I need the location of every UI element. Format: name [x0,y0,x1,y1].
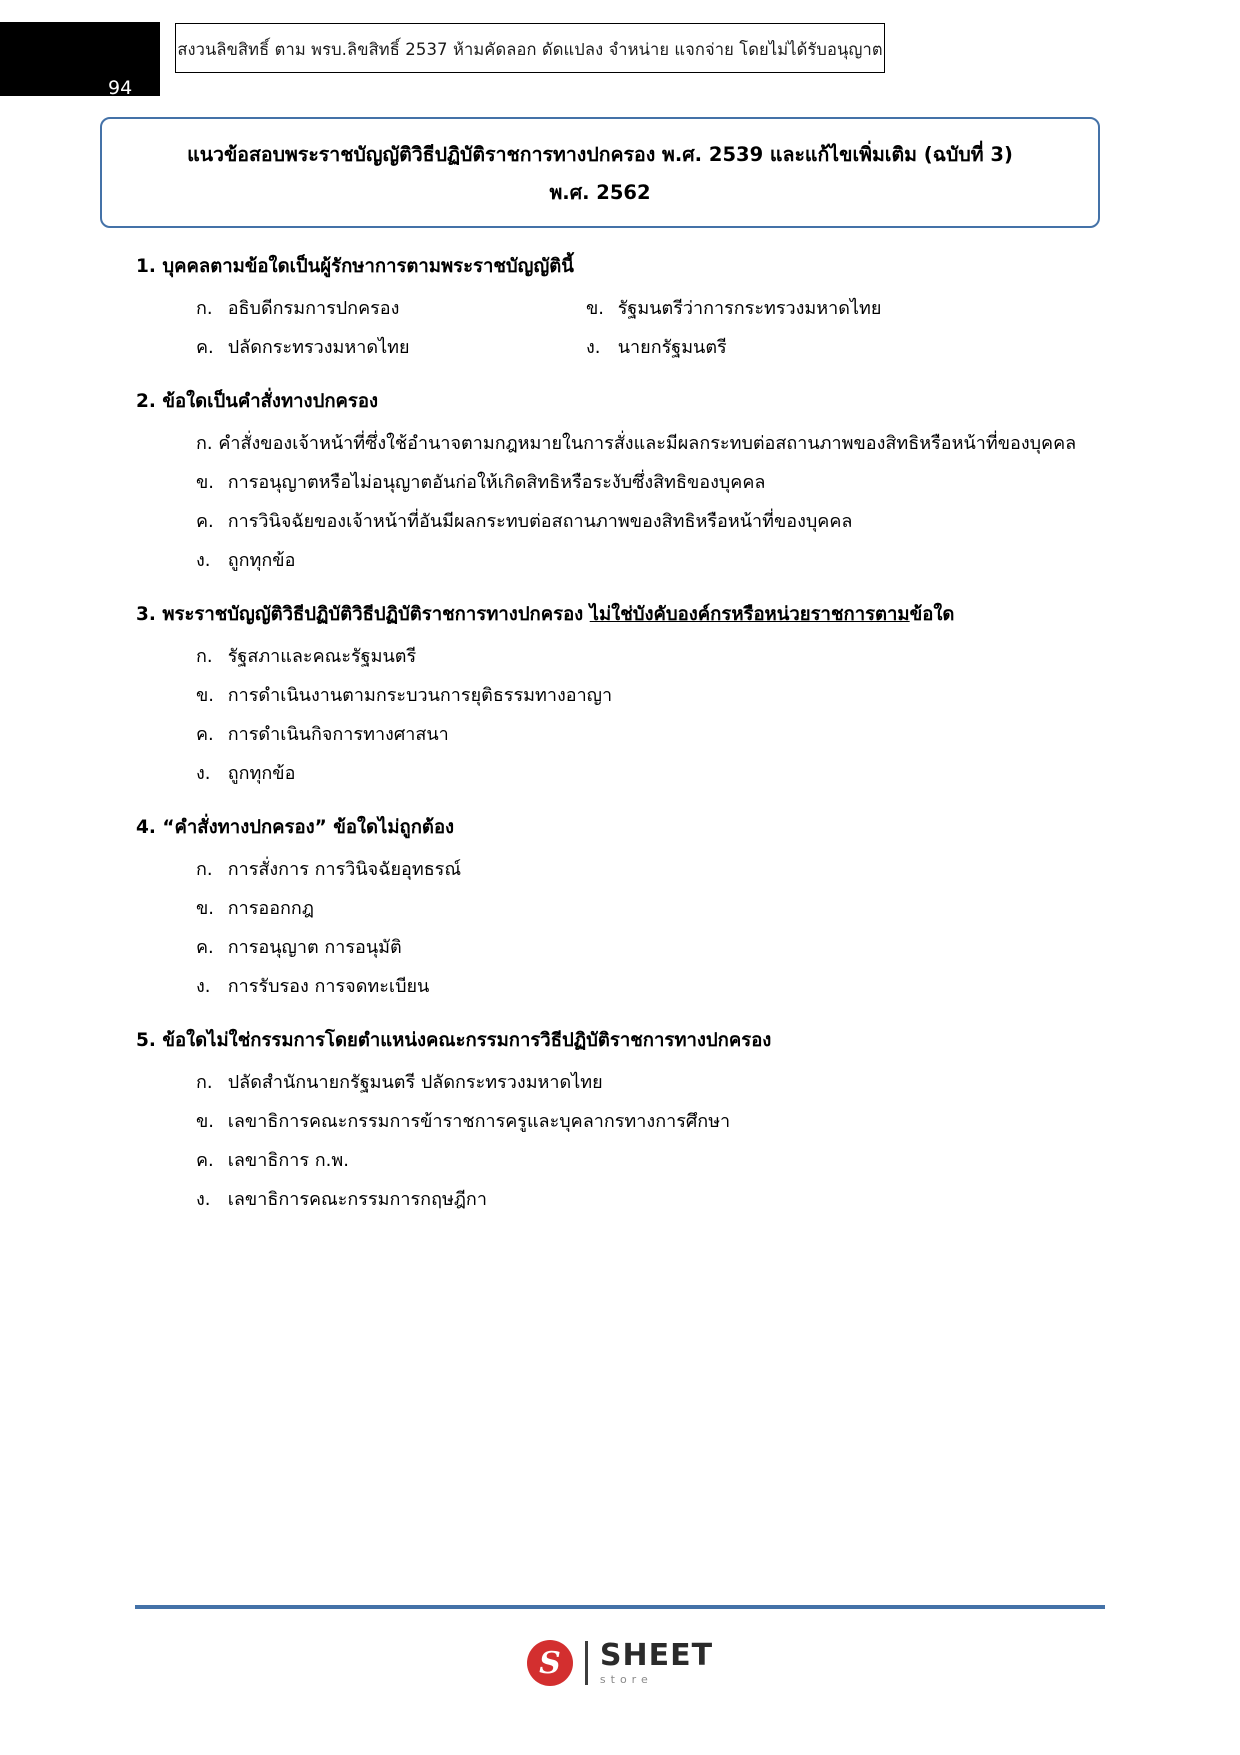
choice-text: การอนุญาตหรือไม่อนุญาตอันก่อให้เกิดสิทธิหรือระงับซึ่งสิทธิของบุคคล [227,472,766,493]
choice-label: ก. [196,298,213,319]
brand-subtitle: store [599,1672,653,1686]
choice-label: ก. [196,859,213,880]
brand-name: SHEET [599,1637,714,1673]
question-heading [0,811,1240,844]
choice-text: ถูกทุกข้อ [227,550,296,571]
question-block [0,598,1240,793]
choices-list [0,637,1240,793]
question-block [0,385,1240,580]
choice-option[interactable] [0,1102,1240,1141]
choice-text: การสั่งการ การวินิจฉัยอุทธรณ์ [227,859,462,880]
choice-label: ข. [196,898,215,919]
page-number: 94 [108,77,133,99]
choice-label: ข. [196,1111,215,1132]
choice-label: ค. [196,1150,214,1171]
questions-container [0,232,1240,1219]
choice-text: ปลัดสำนักนายกรัฐมนตรี ปลัดกระทรวงมหาดไทย [227,1072,603,1093]
choices-list [0,850,1240,1006]
footer-divider [135,1605,1105,1609]
choice-label: ง. [196,1189,211,1210]
choice-option[interactable] [0,1141,1240,1180]
choice-text: นายกรัฐมนตรี [617,337,727,358]
page-title-line2: พ.ศ. 2562 [549,181,651,204]
question-heading [0,598,1240,631]
question-block [0,811,1240,1006]
choice-text: การอนุญาต การอนุมัติ [227,937,402,958]
question-number: 1. [136,256,156,277]
question-block [0,250,1240,367]
choice-option[interactable] [0,676,1240,715]
choice-text: เลขาธิการ ก.พ. [227,1150,349,1171]
question-text-emphasis: ไม่ใช่บังคับองค์กรหรือหน่วยราชการตาม [589,604,910,625]
choices-list [0,1063,1240,1219]
choice-text: ปลัดกระทรวงมหาดไทย [227,337,410,358]
choice-label: ง. [196,763,211,784]
choice-text: ถูกทุกข้อ [227,763,296,784]
choice-option[interactable] [196,328,586,367]
question-heading [0,1024,1240,1057]
choice-option[interactable] [0,541,1240,580]
choice-text: คำสั่งของเจ้าหน้าที่ซึ่งใช้อำนาจตามกฎหมายในการสั่งและมีผลกระทบต่อสถานภาพของสิทธิหรือหน้าที่ของบุคคล [218,433,1077,454]
choice-label: ง. [586,337,601,358]
question-text: บุคคลตามข้อใดเป็นผู้รักษาการตามพระราชบัญญัตินี้ [162,256,574,277]
choice-label: ค. [196,337,214,358]
choice-text: อธิบดีกรมการปกครอง [227,298,400,319]
question-number: 3. [136,604,156,625]
question-block [0,1024,1240,1219]
choice-text: การรับรอง การจดทะเบียน [227,976,430,997]
question-heading [0,250,1240,283]
document-title-box [100,117,1100,228]
question-number: 5. [136,1030,156,1051]
copyright-notice: สงวนลิขสิทธิ์ ตาม พรบ.ลิขสิทธิ์ 2537 ห้ามคัดลอก ดัดแปลง จำหน่าย แจกจ่าย โดยไม่ได้รับอนุญาต [177,40,883,59]
choice-option[interactable] [0,1180,1240,1219]
question-text-tail: ข้อใด [909,604,955,625]
choices-list [0,289,1240,367]
question-number: 4. [136,817,156,838]
choice-text: เลขาธิการคณะกรรมการข้าราชการครูและบุคลากรทางการศึกษา [227,1111,731,1132]
choice-text: การดำเนินงานตามกระบวนการยุติธรรมทางอาญา [227,685,613,706]
choice-option[interactable] [0,715,1240,754]
question-heading [0,385,1240,418]
choice-option[interactable] [0,928,1240,967]
logo-divider [585,1641,588,1685]
choice-label: ก. [196,646,213,667]
choice-label: ง. [196,976,211,997]
choice-text: การดำเนินกิจการทางศาสนา [227,724,449,745]
choice-label: ข. [196,472,215,493]
copyright-box [175,23,885,73]
choice-label: ก. [196,1072,213,1093]
choice-row [0,289,1240,328]
question-text-head: พระราชบัญญัติวิธีปฏิบัติวิธีปฏิบัติราชการทางปกครอง [162,604,590,625]
logo-wordmark [599,1637,714,1686]
choice-row [0,328,1240,367]
choice-label: ข. [196,685,215,706]
choice-option[interactable] [586,289,976,328]
sheet-store-logo-icon: S [527,1640,573,1686]
question-number: 2. [136,391,156,412]
choice-label: ก. [196,433,213,454]
choice-label: ค. [196,724,214,745]
choice-label: ข. [586,298,605,319]
page-header [0,0,1240,99]
choice-option[interactable] [0,424,1240,463]
question-text: ข้อใดไม่ใช่กรรมการโดยตำแหน่งคณะกรรมการวิธีปฏิบัติราชการทางปกครอง [162,1030,772,1051]
choice-text: เลขาธิการคณะกรรมการกฤษฎีกา [227,1189,487,1210]
footer-logo [0,1637,1240,1686]
choices-list [0,424,1240,580]
choice-option[interactable] [0,502,1240,541]
choice-option[interactable] [586,328,976,367]
question-text: “คำสั่งทางปกครอง” ข้อใดไม่ถูกต้อง [162,817,455,838]
choice-option[interactable] [0,637,1240,676]
choice-option[interactable] [0,850,1240,889]
choice-option[interactable] [0,754,1240,793]
choice-label: ค. [196,511,214,532]
page-number-block [0,22,160,99]
choice-text: รัฐสภาและคณะรัฐมนตรี [227,646,417,667]
choice-text: การวินิจฉัยของเจ้าหน้าที่อันมีผลกระทบต่อสถานภาพของสิทธิหรือหน้าที่ของบุคคล [227,511,853,532]
choice-option[interactable] [0,1063,1240,1102]
choice-option[interactable] [196,289,586,328]
question-text: ข้อใดเป็นคำสั่งทางปกครอง [162,391,378,412]
choice-option[interactable] [0,889,1240,928]
page-title-line1: แนวข้อสอบพระราชบัญญัติวิธีปฏิบัติราชการทางปกครอง พ.ศ. 2539 และแก้ไขเพิ่มเติม (ฉบับที่ 3) [187,143,1013,166]
choice-option[interactable] [0,463,1240,502]
choice-option[interactable] [0,967,1240,1006]
choice-label: ง. [196,550,211,571]
choice-text: การออกกฎ [227,898,314,919]
choice-label: ค. [196,937,214,958]
choice-text: รัฐมนตรีว่าการกระทรวงมหาดไทย [617,298,882,319]
